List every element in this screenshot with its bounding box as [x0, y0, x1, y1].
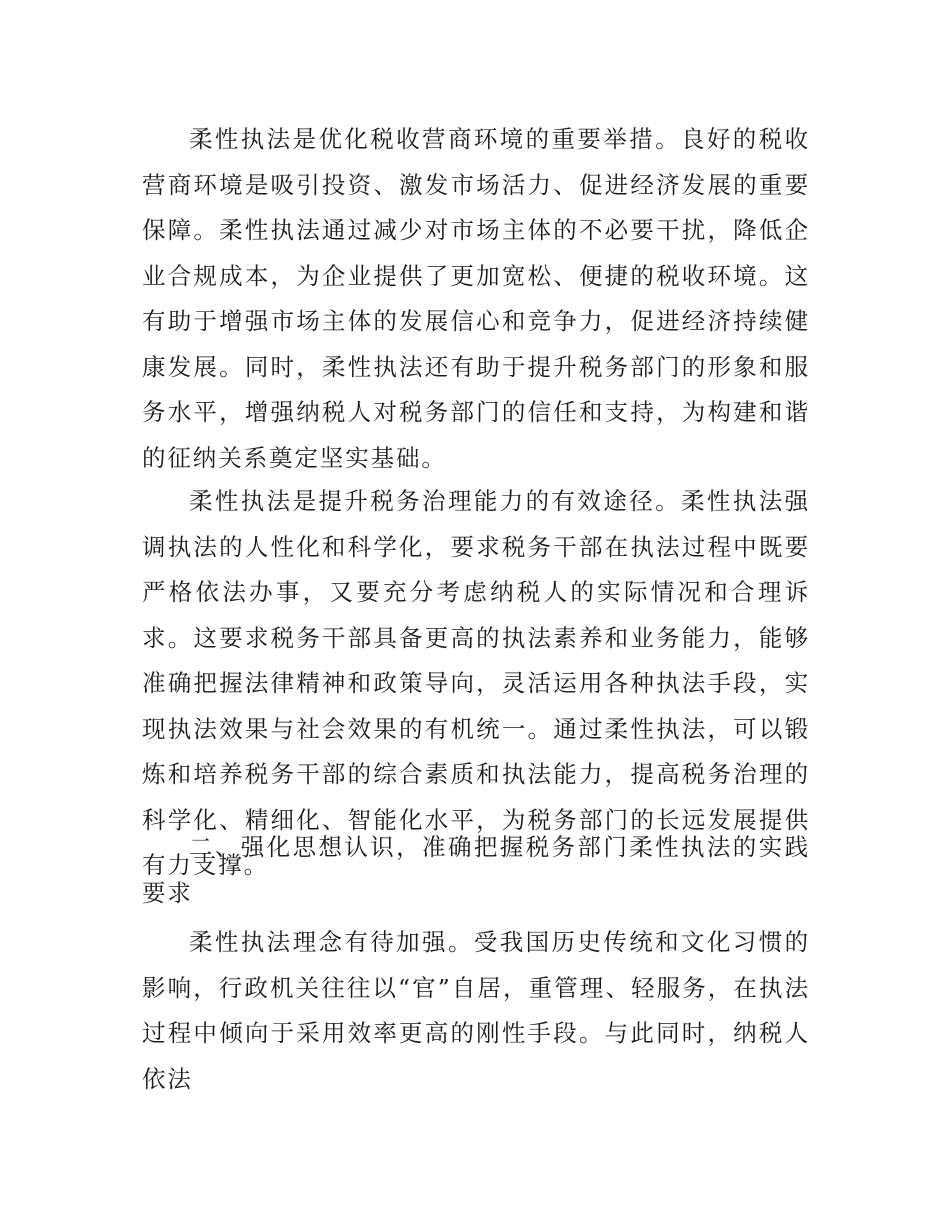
paragraph-governance-capability: 柔性执法是提升税务治理能力的有效途径。柔性执法强调执法的人性化和科学化，要求税务干部在执法过程中既要严格依法办事，又要充分考虑纳税人的实际情况和合理诉求。这要求税务干部具备更高的执法素养和业务能力，能够准确把握法律精神和政策导向，灵活运用各种执法手段，实现执法效果与社会效果的有机统一。通过柔性执法，可以锻炼和培养税务干部的综合素质和执法能力，提高税务治理的科学化、精细化、智能化水平，为税务部门的长远发展提供有力支撑。 [142, 487, 810, 879]
section-heading-2: 二、强化思想认识，准确把握税务部门柔性执法的实践要求 [142, 833, 810, 907]
paragraph-optimize-business-environment: 柔性执法是优化税收营商环境的重要举措。良好的税收营商环境是吸引投资、激发市场活力、促进经济发展的重要保障。柔性执法通过减少对市场主体的不必要干扰，降低企业合规成本，为企业提供了更加宽松、便捷的税收环境。这有助于增强市场主体的发展信心和竞争力，促进经济持续健康发展。同时，柔性执法还有助于提升税务部门的形象和服务水平，增强纳税人对税务部门的信任和支持，为构建和谐的征纳关系奠定坚实基础。 [142, 125, 810, 472]
paragraph-concept-to-strengthen: 柔性执法理念有待加强。受我国历史传统和文化习惯的影响，行政机关往往以“官”自居，重管理、轻服务，在执法过程中倾向于采用效率更高的刚性手段。与此同时，纳税人依法 [142, 928, 810, 1093]
